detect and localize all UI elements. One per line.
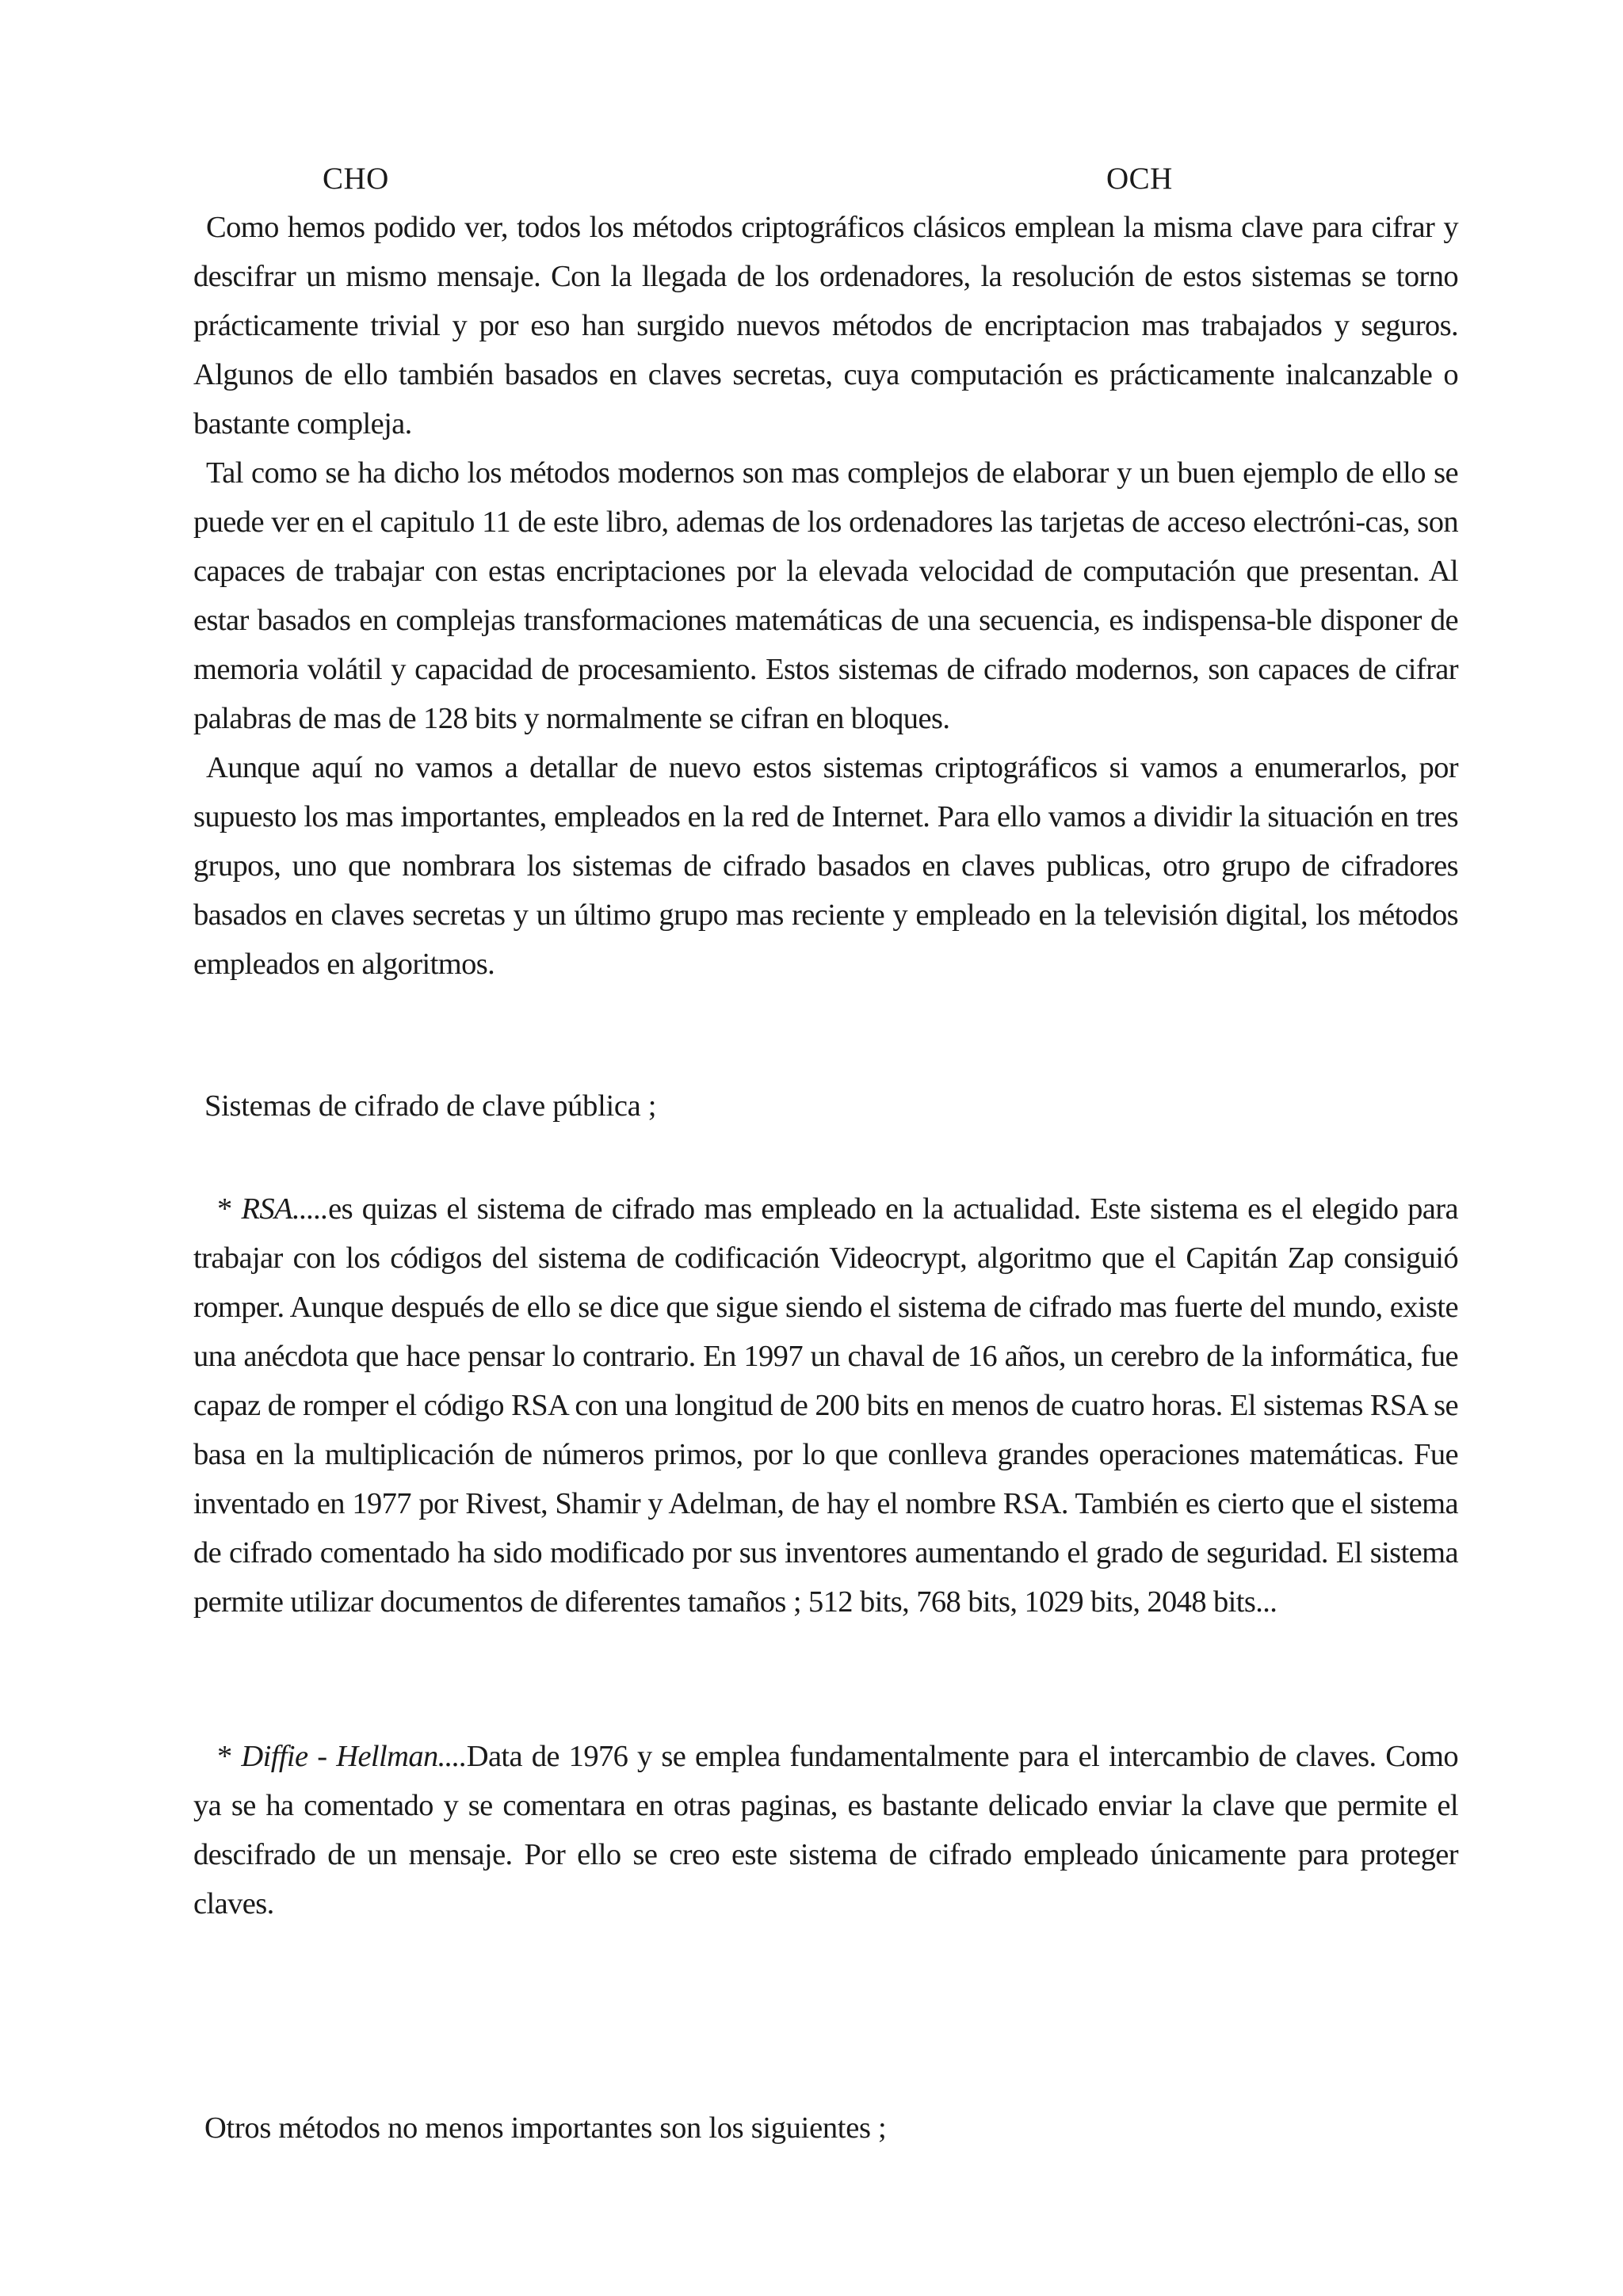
entry-rsa-paragraph	[193, 1184, 1458, 1627]
entry-rsa-bullet: *	[217, 1192, 232, 1226]
intro-section	[193, 203, 1458, 989]
entry-diffie-hellman	[193, 1732, 1458, 1928]
entry-diffie-hellman-paragraph	[193, 1732, 1458, 1928]
intro-paragraph-1: Como hemos podido ver, todos los métodos criptográficos clásicos emplean la misma clave para cifrar y descifrar un mismo mensaje. Con la llegada de los ordenadores, la resolución de estos sistemas se torno prácticamente trivial y por eso han surgido nuevos métodos de encriptacion mas trabajados y seguros. Algunos de ello también basados en claves secretas, cuya computación es prácticamente inalcanzable o bastante compleja.	[193, 211, 1458, 441]
entry-diffie-hellman-term: Diffie - Hellman....	[241, 1740, 467, 1773]
running-header-left: CHO	[323, 162, 389, 196]
section-heading-public-key: Sistemas de cifrado de clave pública ;	[204, 1089, 657, 1123]
entry-rsa	[193, 1184, 1458, 1627]
entry-diffie-hellman-text: Data de 1976 y se emplea fundamentalmente para el intercambio de claves. Como ya se ha comentado y se comentara en otras paginas, es bastante delicado enviar la clave que permite el descifrado de un mensaje. Por ello se creo este sistema de cifrado empleado únicamente para proteger claves.	[193, 1740, 1458, 1920]
intro-paragraph-3: Aunque aquí no vamos a detallar de nuevo estos sistemas criptográficos si vamos a enumerarlos, por supuesto los mas importantes, empleados en la red de Internet. Para ello vamos a dividir la situación en tres grupos, uno que nombrara los sistemas de cifrado basados en claves publicas, otro grupo de cifradores basados en claves secretas y un último grupo mas reciente y empleado en la televisión digital, los métodos empleados en algoritmos.	[193, 751, 1458, 981]
entry-rsa-term: RSA.....	[241, 1192, 329, 1226]
section-heading-other-methods: Otros métodos no menos importantes son los siguientes ;	[204, 2111, 887, 2145]
entry-diffie-hellman-bullet: *	[217, 1740, 232, 1773]
entry-rsa-text: es quizas el sistema de cifrado mas empleado en la actualidad. Este sistema es el elegido para trabajar con los códigos del sistema de codificación Videocrypt, algoritmo que el Capitán Zap consiguió romper. Aunque después de ello se dice que sigue siendo el sistema de cifrado mas fuerte del mundo, existe una anécdota que hace pensar lo contrario. En 1997 un chaval de 16 años, un cerebro de la informática, fue capaz de romper el código RSA con una longitud de 200 bits en menos de cuatro horas. El sistemas RSA se basa en la multiplicación de números primos, por lo que conlleva grandes operaciones matemáticas. Fue inventado en 1977 por Rivest, Shamir y Adelman, de hay el nombre RSA. También es cierto que el sistema de cifrado comentado ha sido modificado por sus inventores aumentando el grado de seguridad. El sistema permite utilizar documentos de diferentes tamaños ; 512 bits, 768 bits, 1029 bits, 2048 bits...	[193, 1192, 1458, 1619]
intro-paragraph-2: Tal como se ha dicho los métodos modernos son mas complejos de elaborar y un buen ejemplo de ello se puede ver en el capitulo 11 de este libro, ademas de los ordenadores las tarjetas de acceso electróni-cas, son capaces de trabajar con estas encriptaciones por la elevada velocidad de computación que presentan. Al estar basados en complejas transformaciones matemáticas de una secuencia, es indispensa-ble disponer de memoria volátil y capacidad de procesamiento. Estos sistemas de cifrado modernos, son capaces de cifrar palabras de mas de 128 bits y normalmente se cifran en bloques.	[193, 456, 1458, 735]
running-header-right: OCH	[1106, 162, 1173, 196]
